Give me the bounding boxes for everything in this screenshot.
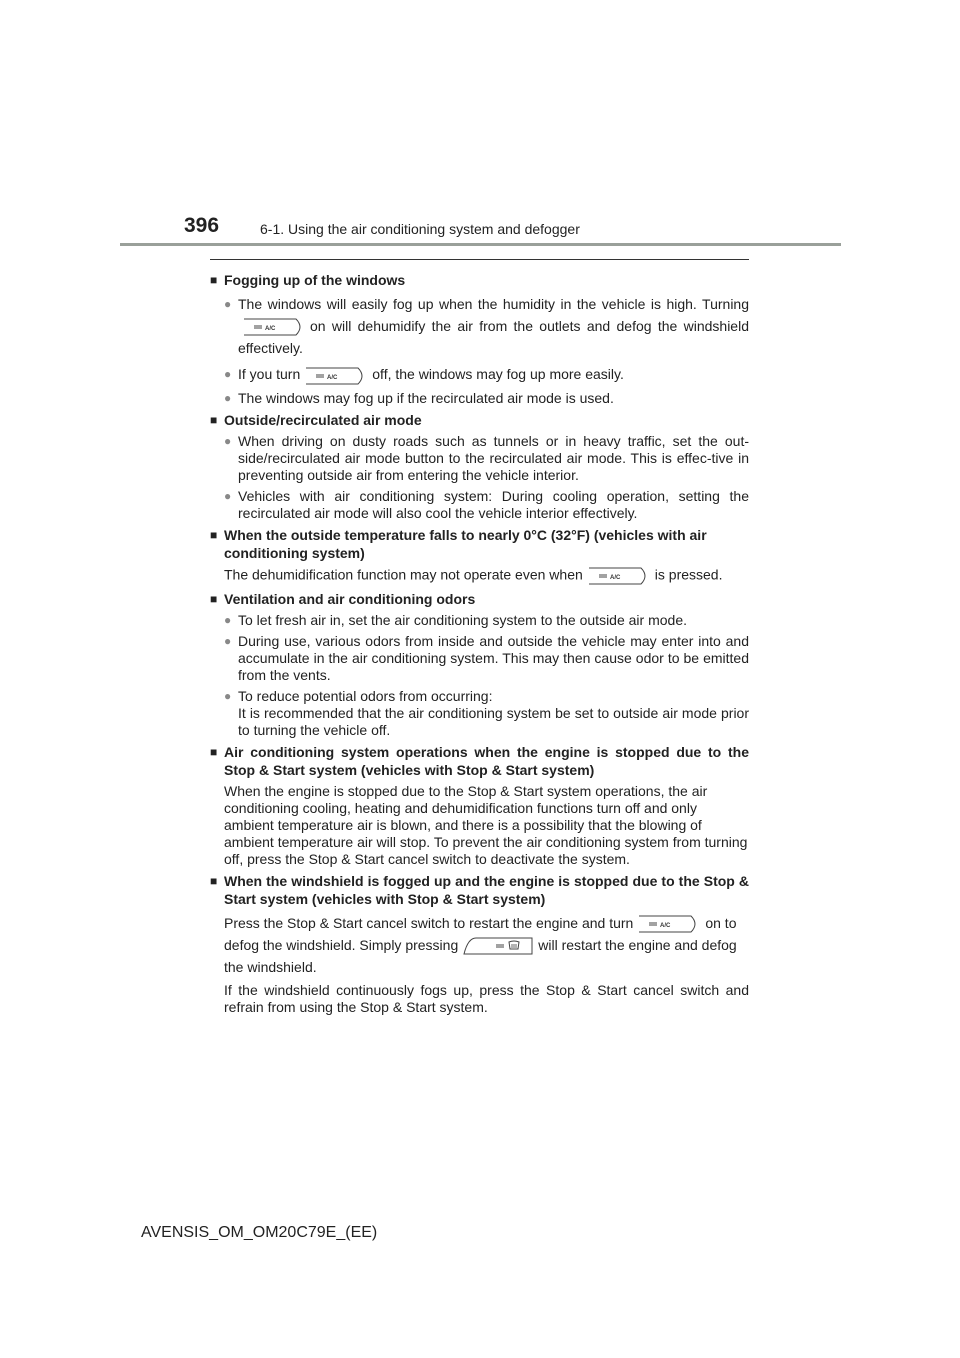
svg-text:A/C: A/C — [327, 374, 338, 381]
section-heading: ■ Fogging up of the windows — [210, 272, 406, 288]
circle-bullet-icon: ● — [224, 612, 232, 627]
section-cold-temperature — [210, 526, 749, 586]
section-title: 6-1. Using the air conditioning system and defogger — [260, 221, 580, 237]
section-heading: ■ Air conditioning system operations when the engine is stopped due to the Stop & Start system (vehicles with Stop & Start system) — [210, 743, 749, 778]
square-bullet-icon: ■ — [210, 273, 218, 287]
svg-text:A/C: A/C — [265, 326, 276, 333]
ac-button-icon — [637, 914, 701, 934]
svg-text:A/C: A/C — [660, 922, 671, 929]
bullet-item: ● The windows will easily fog up when the humidity in the vehicle is high. Turning A/C on will dehumidify the air from the outlets and defog the windshield effectively. — [224, 293, 749, 359]
section-odors — [210, 590, 749, 739]
ac-button-icon — [304, 366, 368, 386]
section-heading: ■ When the windshield is fogged up and the engine is stopped due to the Stop & Start system (vehicles with Stop & Start system) — [210, 872, 749, 907]
paragraph: The dehumidification function may not operate even when A/C is pressed. — [224, 566, 749, 586]
square-bullet-icon: ■ — [210, 412, 218, 427]
circle-bullet-icon: ● — [224, 390, 232, 405]
ac-button-icon — [242, 317, 306, 337]
bullet-item: ● If you turn A/C off, the windows may fog up more easily. — [224, 363, 749, 385]
circle-bullet-icon: ● — [224, 488, 232, 503]
section-heading: ■ When the outside temperature falls to nearly 0°C (32°F) (vehicles with air conditioning system) — [210, 526, 707, 561]
section-windshield-fog — [210, 872, 749, 1017]
circle-bullet-icon: ● — [224, 633, 232, 648]
square-bullet-icon: ■ — [210, 744, 218, 759]
square-bullet-icon: ■ — [210, 873, 218, 888]
bullet-item: ● Vehicles with air conditioning system: During cooling operation, setting the recirculated air mode will also cool the vehicle interior effectively. — [224, 487, 749, 521]
bullet-item: ● The windows may fog up if the recirculated air mode is used. — [224, 389, 614, 406]
bullet-item: ● To let fresh air in, set the air conditioning system to the outside air mode. — [224, 611, 688, 628]
bullet-item: ● When driving on dusty roads such as tunnels or in heavy traffic, set the out-side/recirculated air mode button to the recirculated air mode. This is effec-tive in preventing outside air from entering the vehicle interior. — [224, 432, 749, 483]
section-heading: ■ Ventilation and air conditioning odors — [210, 590, 476, 607]
square-bullet-icon: ■ — [210, 527, 218, 542]
circle-bullet-icon: ● — [224, 367, 232, 382]
bullet-item: ● During use, various odors from inside and outside the vehicle may enter into and accumulate in the air conditioning system. This may then cause odor to be emitted from the vents. — [224, 632, 749, 683]
paragraph: When the engine is stopped due to the Stop & Start system operations, the air conditioning cooling, heating and dehumidification functions turn off and only ambient temperature air is blown, and there is a possibility that the blowing of ambient temperature air will stop. To prevent the air conditioning system from turning off, press the Stop & Start cancel switch to deactivate the system. — [224, 782, 748, 867]
paragraph: If the windshield continuously fogs up, press the Stop & Start cancel switch and refrain from using the Stop & Start system. — [224, 982, 749, 1016]
section-heading: ■ Outside/recirculated air mode — [210, 411, 422, 428]
ac-button-icon — [587, 566, 651, 586]
section-outside-air — [210, 411, 749, 522]
page-number: 396 — [184, 214, 220, 237]
section-stop-start — [210, 743, 749, 868]
header-rule — [120, 243, 841, 246]
circle-bullet-icon: ● — [224, 297, 232, 311]
windshield-defogger-button-icon — [462, 936, 534, 956]
paragraph: Press the Stop & Start cancel switch to restart the engine and turn A/C on to defog the windshield. Simply pressing will restart the engine and defog the windshield. — [224, 914, 737, 976]
bullet-item: ● To reduce potential odors from occurring: It is recommended that the air conditioning system be set to outside air mode prior to turning the vehicle off. — [224, 687, 749, 738]
footer-code: AVENSIS_OM_OM20C79E_(EE) — [141, 1224, 378, 1241]
section-fogging — [210, 271, 749, 407]
circle-bullet-icon: ● — [224, 688, 232, 703]
circle-bullet-icon: ● — [224, 433, 232, 448]
svg-text:A/C: A/C — [609, 574, 621, 581]
page-content — [210, 259, 749, 1016]
square-bullet-icon: ■ — [210, 591, 218, 606]
